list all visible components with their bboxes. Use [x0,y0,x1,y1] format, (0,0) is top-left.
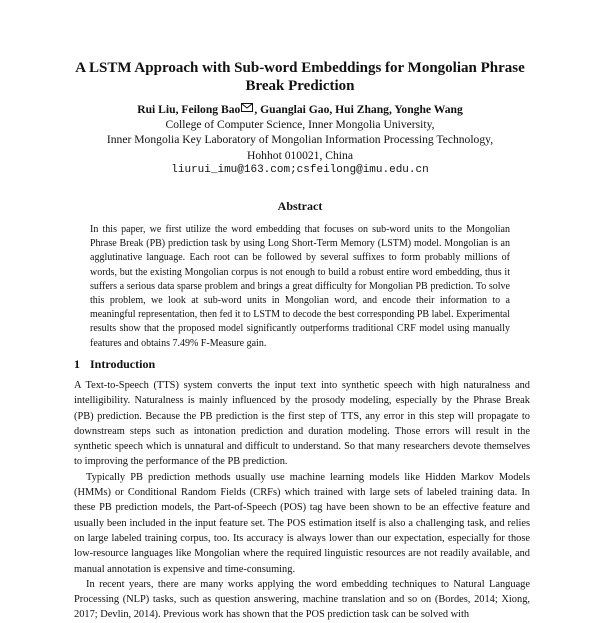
title-line-1: A LSTM Approach with Sub-word Embeddings for Mongolian Phrase [75,60,525,76]
paragraph: A Text-to-Speech (TTS) system converts the input text into synthetic speech with high naturalness and intelligibility. Naturalness is mainly influenced by the prosody modeling, especially by the Phrase Break (PB) prediction. Because the PB prediction is the first step of TTS, any error in this step will propagate to downstream steps such as intonation prediction and duration modeling. Those errors will result in the synthetic speech which is unnatural and difficult to understand. So that many researchers devote themselves to improving the performance of the PB prediction. [74,380,530,468]
section-title: Introduction [90,357,156,371]
abstract-heading: Abstract [277,199,323,213]
section-heading-introduction [74,357,155,372]
affiliation-2: Inner Mongolia Key Laboratory of Mongolian Information Processing Technology, [106,133,494,147]
paragraph: Typically PB prediction methods usually use machine learning models like Hidden Markov Models (HMMs) or Conditional Random Fields (CRFs) which trained with large sets of labeled training data. In these PB prediction models, the Part-of-Speech (POS) tag have been shown to be an effective feature and usually been included in the input feature set. The POS estimation itself is also a challenging task, and relies on large labeled training corpus, too. Its accuracy is always lower than our expectation, especially for those low-resource languages like Mongolian where the required linguistic resources are not readily available, and manual annotation is expensive and time-consuming. [74,471,530,575]
author-rest: , Guanglai Gao, Hui Zhang, Yonghe Wang [254,103,463,116]
author-first: Rui Liu, Feilong Bao [137,103,241,116]
abstract-text: In this paper, we first utilize the word embedding that focuses on sub-word units to the Mongolian Phrase Break (PB) prediction task by using Long Short-Term Memory (LSTM) model. Mongolian is an agglutinative language. Each root can be followed by several suffixes to form probably millions of words, but the existing Mongolian corpus is not enough to build a robust entire word embedding, thus it suffers a serious data sparse problem and brings a great difficulty for Mongolian PB prediction. To solve this problem, we look at sub-word units in Mongolian word, and encode their information to a meaningful representation, then fed it to LSTM to decode the best corresponding PB label. Experimental results show that the proposed model significantly outperforms traditional CRF model using manually features and obtains 7.49% F-Measure gain. [90,224,510,349]
author-list [40,102,560,117]
affiliation-1: College of Computer Science, Inner Mongolia University, [165,118,435,132]
envelope-icon [241,103,253,112]
paragraph: In recent years, there are many works applying the word embedding techniques to Natural Language Processing (NLP) tasks, such as question answering, machine translation and so on (Bordes, 2014; Xiong, 2017; Devlin, 2014). Previous work has shown that the POS prediction task can be solved with [74,578,530,621]
title-line-2: Break Prediction [245,78,355,94]
author-emails[interactable]: liurui_imu@163.com;csfeilong@imu.edu.cn [171,163,429,176]
affiliation-3: Hohhot 010021, China [247,148,353,162]
introduction-body [74,378,530,623]
section-number: 1 [74,357,80,371]
paper-title [60,59,540,95]
author-block [40,102,560,178]
